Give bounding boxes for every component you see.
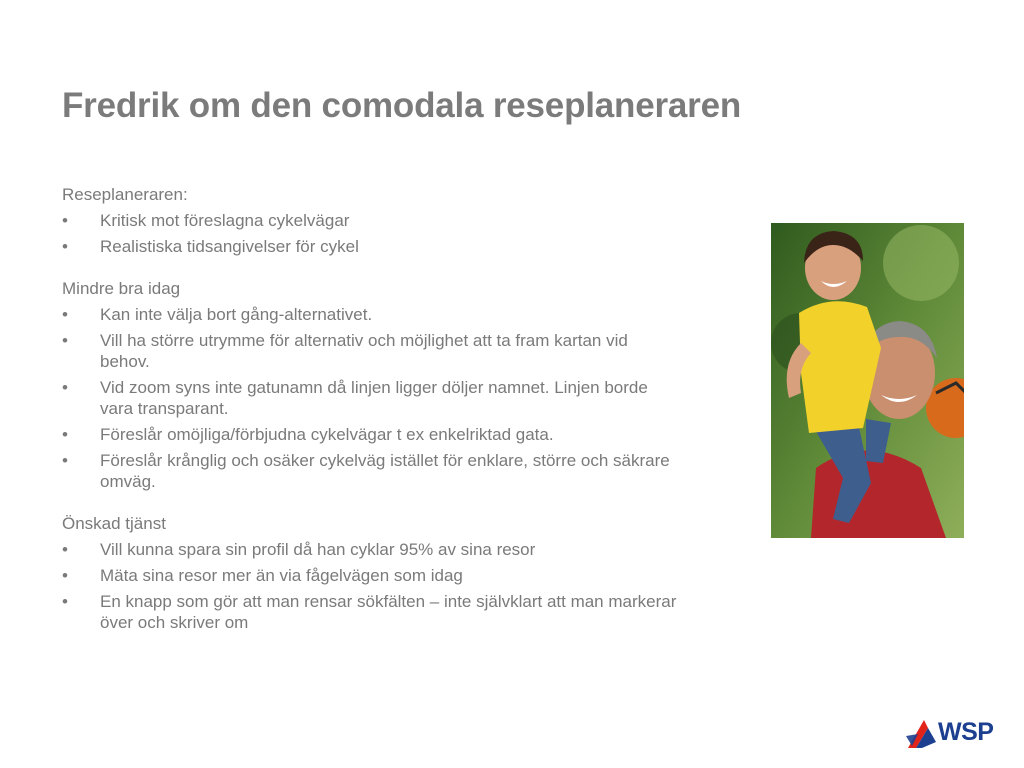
section-reseplaneraren [62, 184, 682, 257]
bullet-list [62, 210, 682, 257]
section-heading: Mindre bra idag [62, 279, 181, 298]
bullet-item: • Föreslår krånglig och osäker cykelväg istället för enklare, större och säkrare omväg. [62, 450, 682, 492]
slide-title: Fredrik om den comodala reseplaneraren [62, 86, 742, 125]
bullet-item: • Kan inte välja bort gång-alternativet. [62, 304, 682, 325]
bullet-item: • Vid zoom syns inte gatunamn då linjen ligger döljer namnet. Linjen borde vara transparant. [62, 377, 682, 419]
bullet-list [62, 539, 682, 633]
section-onskad-tjanst [62, 513, 682, 633]
bullet-item: • Vill ha större utrymme för alternativ och möjlighet att ta fram kartan vid behov. [62, 330, 682, 372]
bullet-item: • Föreslår omöjliga/förbjudna cykelvägar t ex enkelriktad gata. [62, 424, 682, 445]
bullet-item: • Realistiska tidsangivelser för cykel [62, 236, 682, 257]
photo-father-and-son [771, 223, 964, 538]
wsp-logo-text: WSP [938, 718, 994, 746]
bullet-item: • Mäta sina resor mer än via fågelvägen som idag [62, 565, 682, 586]
photo-illustration [771, 223, 964, 538]
bullet-list [62, 304, 682, 492]
section-mindre-bra-idag [62, 278, 682, 492]
bullet-item: • Vill kunna spara sin profil då han cyklar 95% av sina resor [62, 539, 682, 560]
wsp-logo-mark-icon [906, 716, 938, 750]
section-heading: Reseplaneraren: [62, 185, 188, 204]
bullet-item: • En knapp som gör att man rensar sökfälten – inte självklart att man markerar över och skriver om [62, 591, 682, 633]
bullet-item: • Kritisk mot föreslagna cykelvägar [62, 210, 682, 231]
wsp-logo [906, 716, 1002, 750]
slide-body [62, 184, 682, 633]
section-heading: Önskad tjänst [62, 514, 166, 533]
